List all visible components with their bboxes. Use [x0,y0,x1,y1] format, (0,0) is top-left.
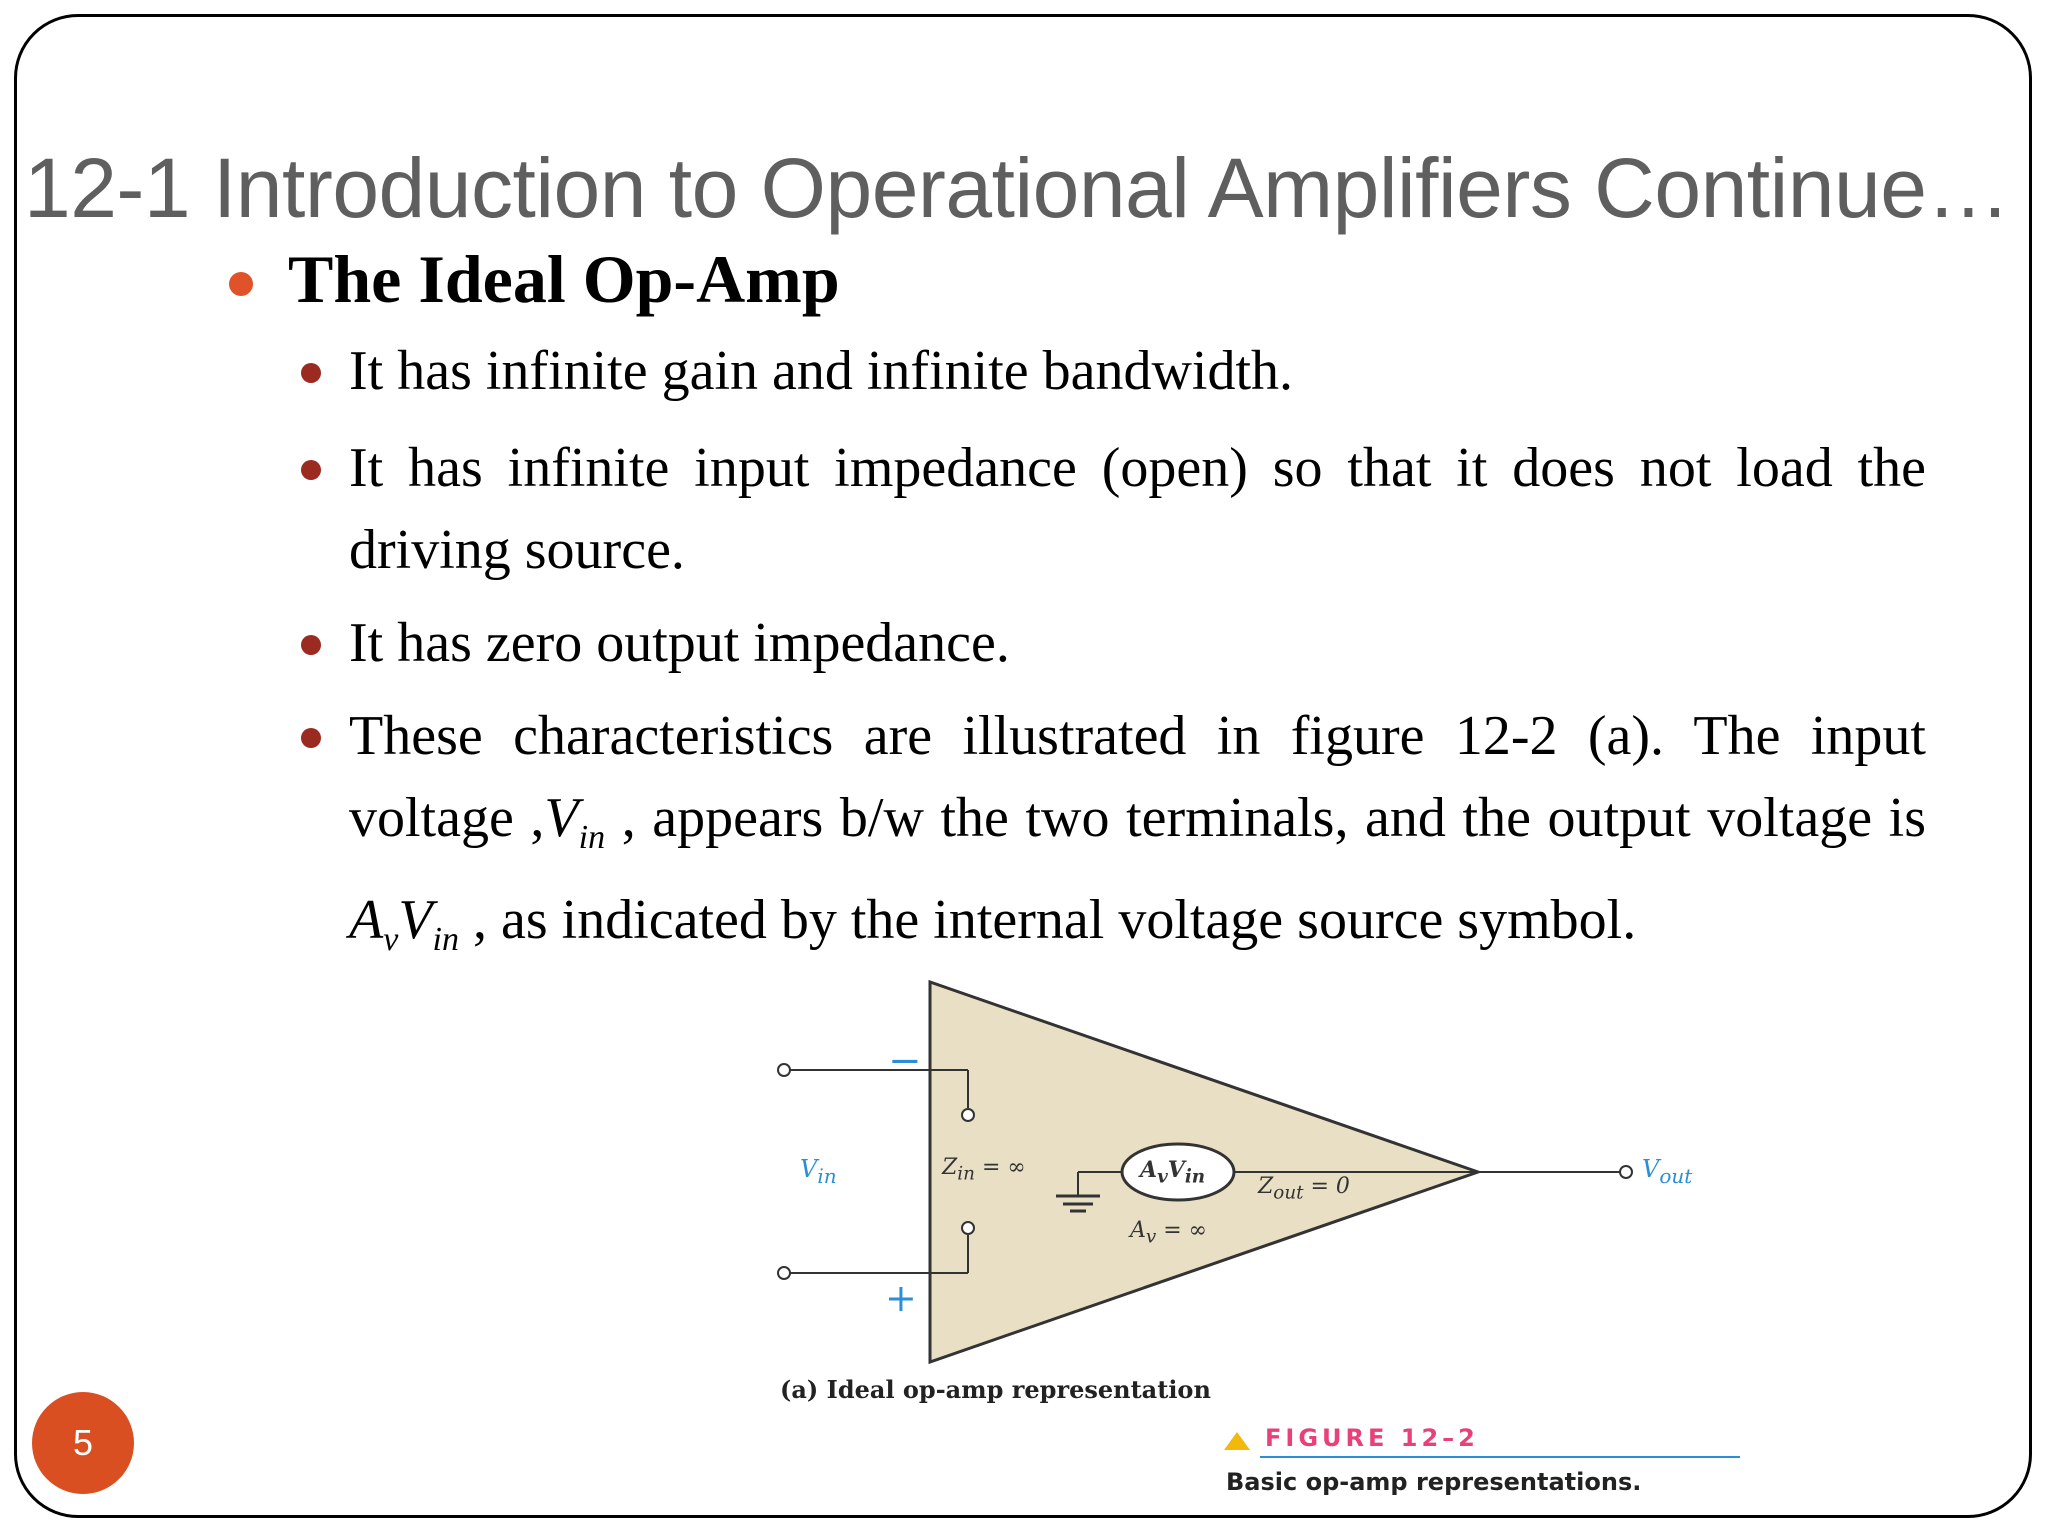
bullet-item [349,695,1926,981]
plus-sign: + [885,1276,917,1320]
minus-sign: − [888,1038,922,1084]
figure-caption: (a) Ideal op-amp representation [780,1375,1211,1404]
bullet-icon [301,460,321,480]
bullet-text: It has infinite input impedance (open) so that it does not load the driving source. [349,437,1926,581]
vout-label: $V_{out}$ [1642,1155,1693,1188]
source-label: $A_vV_{in}$ [1140,1157,1206,1188]
triangle-marker-icon [1222,1428,1252,1454]
bullet-icon [301,728,321,748]
output-terminal [1620,1166,1632,1178]
input-terminal [778,1064,790,1076]
bullet-text: It has infinite gain and infinite bandwidth. [349,340,1294,402]
bullet-icon [301,635,321,655]
bullet-text-rich: These characteristics are illustrated in figure 12-2 (a). The input voltage $,V_{in}$ , appears b/w the two terminals, and the output voltage is $A_vV_{in}$ , as indicated by the internal voltage source symbol. [349,705,1926,958]
slide-number-badge: 5 [32,1392,134,1494]
figure-rule [1260,1456,1740,1458]
slide-title: 12-1 Introduction to Operational Amplifiers Continue… [24,141,2010,235]
inner-terminal [962,1222,974,1234]
bullet-item [349,330,1926,412]
bullet-icon [301,363,321,383]
inner-terminal [962,1109,974,1121]
bullet-item [349,602,1926,684]
zin-label: $Z_{in}$ = ∞ [942,1155,1026,1185]
input-terminal [778,1267,790,1279]
gain-label: $A_v$ = ∞ [1130,1218,1207,1248]
heading-text: The Ideal Op-Amp [288,241,840,317]
figure-label: FIGURE 12–2 [1265,1424,1479,1452]
op-amp-diagram [760,960,1750,1420]
op-amp-figure [760,960,1750,1520]
bullet-text: It has zero output impedance. [349,612,1010,674]
bullet-item [349,427,1926,591]
figure-description: Basic op-amp representations. [1226,1468,1642,1496]
vin-label: $V_{in}$ [800,1155,837,1188]
zout-label: $Z_{out} = 0$ [1258,1174,1350,1204]
orange-bullet-icon [229,272,253,296]
